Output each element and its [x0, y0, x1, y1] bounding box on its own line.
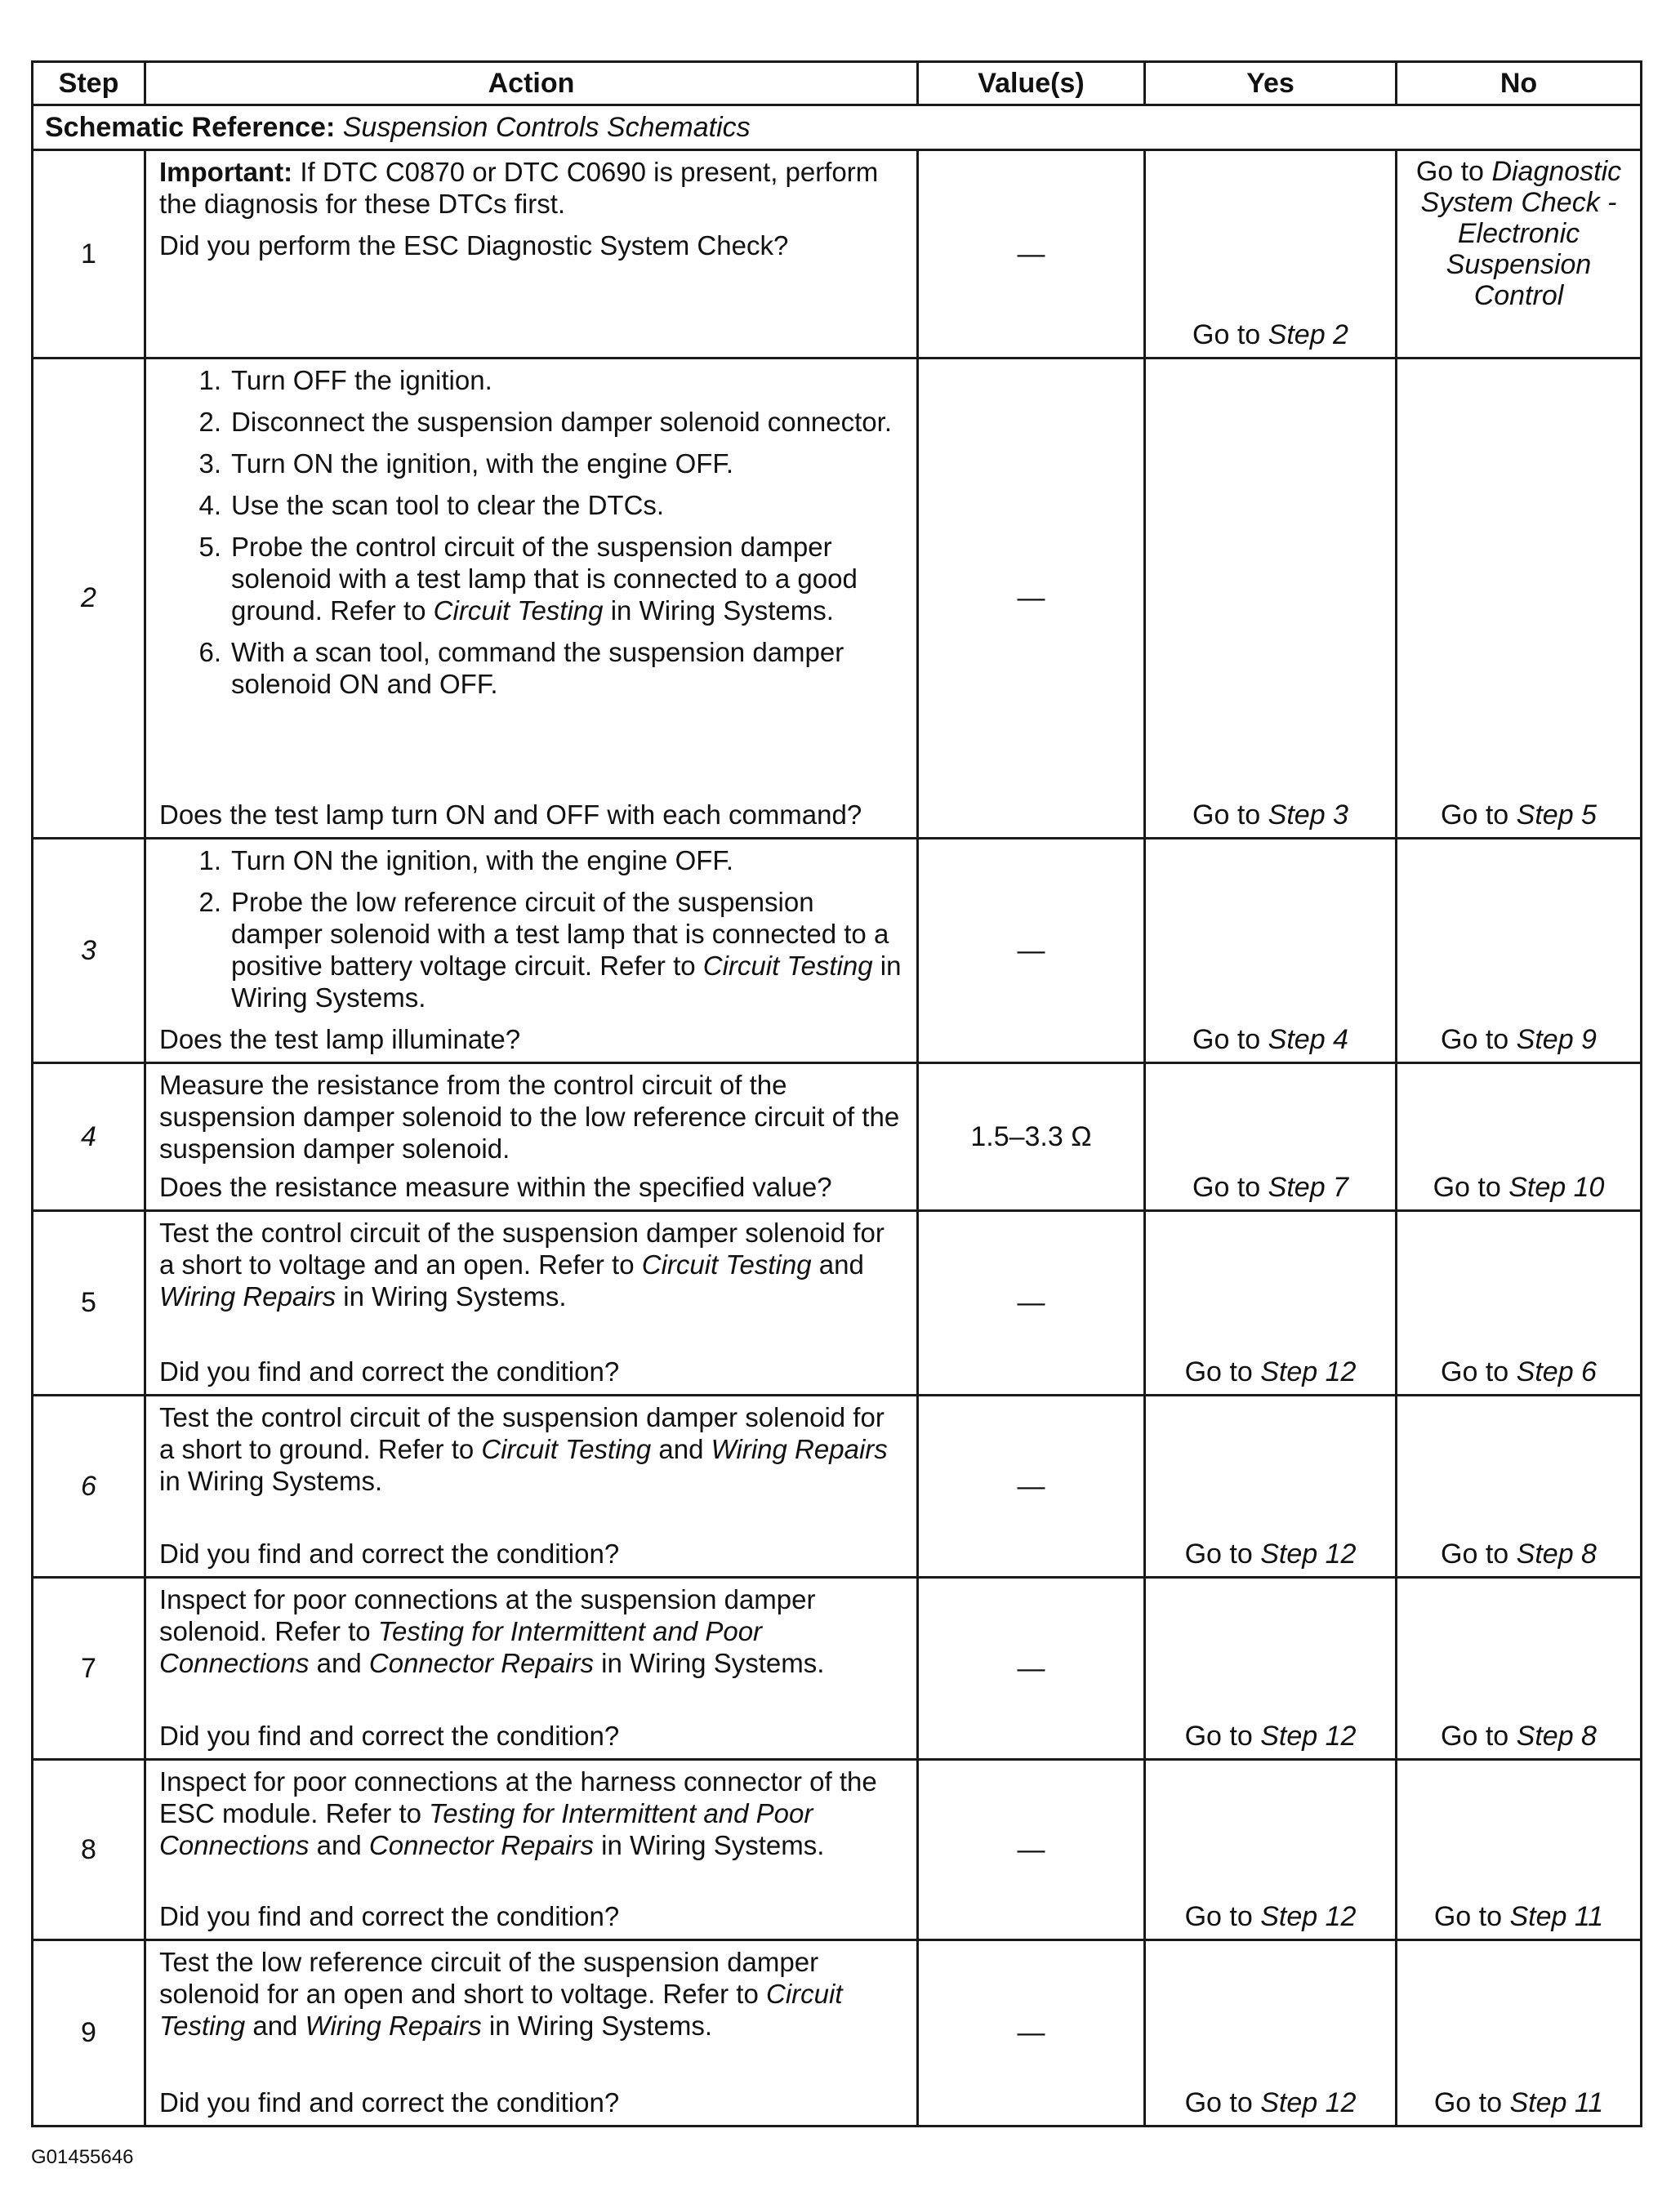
yes-cell [1145, 1760, 1397, 1940]
no-result [1397, 1721, 1640, 1752]
no-result [1397, 2087, 1640, 2118]
substep-item [159, 844, 907, 876]
no-target: Step 11 [1509, 1901, 1604, 1932]
action-body [159, 844, 907, 1023]
go-to-text: Go to [1441, 1721, 1509, 1752]
yes-result [1146, 1539, 1395, 1570]
no-target: Step 6 [1516, 1356, 1597, 1387]
instruction-paragraph [159, 1766, 907, 1861]
value-cell: — [918, 839, 1145, 1063]
action-question: Does the test lamp turn ON and OFF with each command? [159, 799, 862, 830]
action-body [159, 1583, 907, 1679]
step-number: 2 [33, 359, 145, 839]
no-result [1397, 1356, 1640, 1387]
substep-number: 1. [198, 845, 221, 875]
substep-item [159, 364, 907, 396]
yes-cell [1145, 1396, 1397, 1578]
value-cell: — [918, 1211, 1145, 1396]
action-cell [145, 1396, 918, 1578]
step-number: 4 [33, 1063, 145, 1211]
step-number: 7 [33, 1578, 145, 1760]
go-to-text: Go to [1433, 1901, 1503, 1932]
instruction-text: and [811, 1249, 864, 1280]
go-to-text: Go to [1192, 799, 1261, 831]
value-cell: — [918, 1578, 1145, 1760]
step-row [33, 359, 1642, 839]
instruction-paragraph [159, 1583, 907, 1679]
no-cell [1397, 359, 1642, 839]
instruction-text: and [245, 2011, 305, 2041]
action-cell [145, 1578, 918, 1760]
important-note [159, 156, 907, 220]
substep-item [159, 636, 907, 700]
go-to-text: Go to [1441, 799, 1509, 831]
value-cell: — [918, 1396, 1145, 1578]
instruction-text: in Wiring Systems. [603, 595, 834, 626]
substep-text [231, 636, 907, 700]
no-cell [1397, 1063, 1642, 1211]
yes-result [1146, 1901, 1395, 1932]
go-to-text: Go to [1433, 1172, 1501, 1203]
yes-cell [1145, 1578, 1397, 1760]
action-question: Did you find and correct the condition? [159, 1356, 620, 1387]
substep-item [159, 531, 907, 626]
yes-result [1146, 1024, 1395, 1055]
no-result [1397, 1172, 1640, 1203]
action-cell [145, 1211, 918, 1396]
step-row [33, 1940, 1642, 2127]
step-row [33, 1760, 1642, 1940]
reference-link-text: Circuit Testing [481, 1434, 652, 1464]
reference-link-text: Testing for Intermittent and Poor Connections [159, 1798, 813, 1860]
substep-list [159, 844, 907, 1013]
instruction-paragraph [159, 1217, 907, 1312]
action-body [159, 1217, 907, 1312]
action-question: Did you find and correct the condition? [159, 1901, 620, 1931]
schematic-reference-cell [33, 105, 1642, 150]
action-body [159, 1401, 907, 1497]
no-cell [1397, 839, 1642, 1063]
step-row [33, 1063, 1642, 1211]
substep-text [231, 364, 907, 396]
yes-target: Step 12 [1260, 2087, 1357, 2118]
action-cell [145, 1940, 918, 2127]
substep-number: 2. [198, 887, 221, 917]
step-number: 1 [33, 150, 145, 359]
step-row [33, 1396, 1642, 1578]
instruction-text: Turn ON the ignition, with the engine OFF. [231, 845, 734, 875]
instruction-text: Test the low reference circuit of the suspension damper solenoid for an open and short to voltage. Refer to [159, 1947, 819, 2009]
no-result [1397, 156, 1640, 311]
schematic-reference-row [33, 105, 1642, 150]
action-content [159, 156, 907, 350]
instruction-text: and [309, 1648, 369, 1678]
yes-target: Step 12 [1260, 1901, 1357, 1932]
instruction-paragraph [159, 1946, 907, 2042]
action-content [159, 364, 907, 831]
step-row [33, 1211, 1642, 1396]
instruction-text: With a scan tool, command the suspension damper solenoid ON and OFF. [231, 637, 844, 699]
action-question: Does the resistance measure within the specified value? [159, 1172, 832, 1202]
go-to-text: Go to [1441, 1356, 1509, 1387]
go-to-text: Go to [1184, 1356, 1253, 1387]
substep-number: 3. [198, 448, 221, 479]
no-target: Diagnostic System Check - Electronic Suspension Control [1420, 156, 1622, 311]
action-question: Does the test lamp illuminate? [159, 1024, 521, 1054]
yes-result [1146, 1172, 1395, 1203]
yes-target: Step 4 [1268, 1024, 1348, 1055]
action-body [159, 1946, 907, 2042]
yes-cell [1145, 359, 1397, 839]
yes-cell [1145, 1063, 1397, 1211]
yes-target: Step 2 [1268, 319, 1348, 350]
go-to-text: Go to [1192, 319, 1261, 350]
go-to-text: Go to [1184, 1721, 1253, 1752]
figure-id: G01455646 [31, 2146, 134, 2168]
action-content [159, 1069, 907, 1203]
instruction-text: Turn OFF the ignition. [231, 365, 492, 395]
yes-cell [1145, 1211, 1397, 1396]
action-content [159, 1401, 907, 1570]
no-cell [1397, 1211, 1642, 1396]
go-to-text: Go to [1184, 1901, 1253, 1932]
no-cell [1397, 1578, 1642, 1760]
instruction-text: Measure the resistance from the control circuit of the suspension damper solenoid to the low reference circuit of the suspension damper solenoid. [159, 1070, 900, 1164]
action-body [159, 1069, 907, 1165]
action-body [159, 364, 907, 710]
reference-link-text: Circuit Testing [433, 595, 604, 626]
instruction-text: in Wiring Systems. [231, 951, 902, 1013]
instruction-text: Probe the low reference circuit of the suspension damper solenoid with a test lamp that is connected to a positive battery voltage circuit. Refer to [231, 887, 889, 981]
instruction-text: in Wiring Systems. [594, 1648, 825, 1678]
instruction-text: Probe the control circuit of the suspension damper solenoid with a test lamp that is connected to a good ground. Refer to [231, 532, 858, 626]
header-no: No [1397, 62, 1642, 105]
instruction-text: Test the control circuit of the suspension damper solenoid for a short to ground. Refer to [159, 1402, 885, 1464]
yes-result [1146, 319, 1395, 350]
instruction-text: in Wiring Systems. [159, 1466, 383, 1496]
reference-link-text: Connector Repairs [368, 1830, 594, 1860]
no-cell [1397, 1940, 1642, 2127]
substep-number: 1. [198, 365, 221, 395]
instruction-text: in Wiring Systems. [594, 1830, 825, 1860]
instruction-text: in Wiring Systems. [481, 2011, 713, 2041]
go-to-text: Go to [1415, 156, 1484, 187]
action-cell [145, 150, 918, 359]
go-to-text: Go to [1441, 1024, 1509, 1055]
instruction-paragraph [159, 1069, 907, 1165]
instruction-text: Turn ON the ignition, with the engine OFF. [231, 448, 734, 479]
step-number: 8 [33, 1760, 145, 1940]
instruction-text: Test the control circuit of the suspension damper solenoid for a short to voltage and an open. Refer to [159, 1218, 885, 1280]
value-cell: — [918, 150, 1145, 359]
no-cell [1397, 1760, 1642, 1940]
yes-target: Step 12 [1260, 1356, 1357, 1387]
no-target: Step 9 [1516, 1024, 1597, 1055]
step-number: 6 [33, 1396, 145, 1578]
action-cell [145, 1760, 918, 1940]
no-cell [1397, 150, 1642, 359]
action-question: Did you find and correct the condition? [159, 2087, 620, 2118]
value-cell: — [918, 1940, 1145, 2127]
action-cell [145, 1063, 918, 1211]
substep-number: 5. [198, 532, 221, 562]
important-text: If DTC C0870 or DTC C0690 is present, perform the diagnosis for these DTCs first. [159, 157, 879, 219]
reference-link-text: Circuit Testing [641, 1249, 812, 1280]
instruction-text: in Wiring Systems. [336, 1281, 567, 1312]
header-yes: Yes [1145, 62, 1397, 105]
action-content [159, 844, 907, 1055]
go-to-text: Go to [1192, 1172, 1261, 1203]
action-content [159, 1766, 907, 1932]
step-number: 3 [33, 839, 145, 1063]
action-content [159, 1583, 907, 1752]
substep-text [231, 406, 907, 438]
yes-target: Step 12 [1260, 1721, 1357, 1752]
action-question: Did you find and correct the condition? [159, 1539, 620, 1569]
no-target: Step 8 [1516, 1721, 1597, 1752]
reference-link-text: Circuit Testing [159, 1979, 843, 2041]
instruction-text: Inspect for poor connections at the harness connector of the ESC module. Refer to [159, 1766, 877, 1828]
step-row [33, 839, 1642, 1063]
instruction-text: and [309, 1830, 369, 1860]
substep-number: 2. [198, 407, 221, 437]
reference-link-text: Wiring Repairs [159, 1281, 336, 1312]
no-cell [1397, 1396, 1642, 1578]
yes-result [1146, 2087, 1395, 2118]
go-to-text: Go to [1192, 1024, 1261, 1055]
step-number: 5 [33, 1211, 145, 1396]
substep-text [231, 489, 907, 521]
action-question: Did you perform the ESC Diagnostic System Check? [159, 230, 789, 261]
instruction-text: Inspect for poor connections at the suspension damper solenoid. Refer to [159, 1584, 816, 1646]
diagnostic-table [31, 60, 1642, 2127]
value-cell: — [918, 359, 1145, 839]
go-to-text: Go to [1184, 1539, 1253, 1570]
substep-item [159, 886, 907, 1013]
substep-item [159, 448, 907, 479]
header-row [33, 62, 1642, 105]
yes-result [1146, 799, 1395, 831]
no-result [1397, 799, 1640, 831]
instruction-text: Use the scan tool to clear the DTCs. [231, 490, 665, 520]
go-to-text: Go to [1184, 2087, 1253, 2118]
header-step: Step [33, 62, 145, 105]
action-cell [145, 839, 918, 1063]
reference-link-text: Circuit Testing [702, 951, 873, 981]
go-to-text: Go to [1433, 2087, 1503, 2118]
action-question: Did you find and correct the condition? [159, 1721, 620, 1751]
reference-link-text: Testing for Intermittent and Poor Connections [159, 1616, 763, 1678]
yes-target: Step 12 [1260, 1539, 1357, 1570]
action-cell [145, 359, 918, 839]
no-target: Step 11 [1509, 2087, 1604, 2118]
instruction-paragraph [159, 1401, 907, 1497]
substep-text [231, 844, 907, 876]
action-content [159, 1217, 907, 1387]
substep-text [231, 448, 907, 479]
substep-text [231, 531, 907, 626]
action-content [159, 1946, 907, 2118]
reference-link-text: Wiring Repairs [711, 1434, 888, 1464]
value-cell: — [918, 1760, 1145, 1940]
schematic-reference-value: Suspension Controls Schematics [342, 111, 751, 143]
reference-link-text: Wiring Repairs [305, 2011, 482, 2041]
value-cell: 1.5–3.3 Ω [918, 1063, 1145, 1211]
substep-number: 6. [198, 637, 221, 667]
yes-result [1146, 1356, 1395, 1387]
yes-target: Step 3 [1268, 799, 1348, 831]
substep-item [159, 489, 907, 521]
reference-link-text: Connector Repairs [368, 1648, 594, 1678]
no-result [1397, 1539, 1640, 1570]
header-action: Action [145, 62, 918, 105]
action-body [159, 156, 907, 261]
yes-result [1146, 1721, 1395, 1752]
no-result [1397, 1901, 1640, 1932]
schematic-reference-label: Schematic Reference: [45, 111, 336, 143]
no-target: Step 5 [1516, 799, 1597, 831]
substep-list [159, 364, 907, 700]
action-body [159, 1766, 907, 1861]
header-values: Value(s) [918, 62, 1145, 105]
yes-cell [1145, 839, 1397, 1063]
substep-text [231, 886, 907, 1013]
yes-target: Step 7 [1268, 1172, 1348, 1203]
no-result [1397, 1024, 1640, 1055]
substep-number: 4. [198, 490, 221, 520]
no-target: Step 8 [1516, 1539, 1597, 1570]
important-label: Important: [159, 157, 293, 187]
substep-item [159, 406, 907, 438]
yes-cell [1145, 1940, 1397, 2127]
instruction-text: Disconnect the suspension damper solenoid connector. [231, 407, 892, 437]
yes-cell [1145, 150, 1397, 359]
step-row [33, 1578, 1642, 1760]
instruction-text: and [651, 1434, 711, 1464]
go-to-text: Go to [1441, 1539, 1509, 1570]
step-number: 9 [33, 1940, 145, 2127]
step-row [33, 150, 1642, 359]
no-target: Step 10 [1508, 1172, 1605, 1203]
